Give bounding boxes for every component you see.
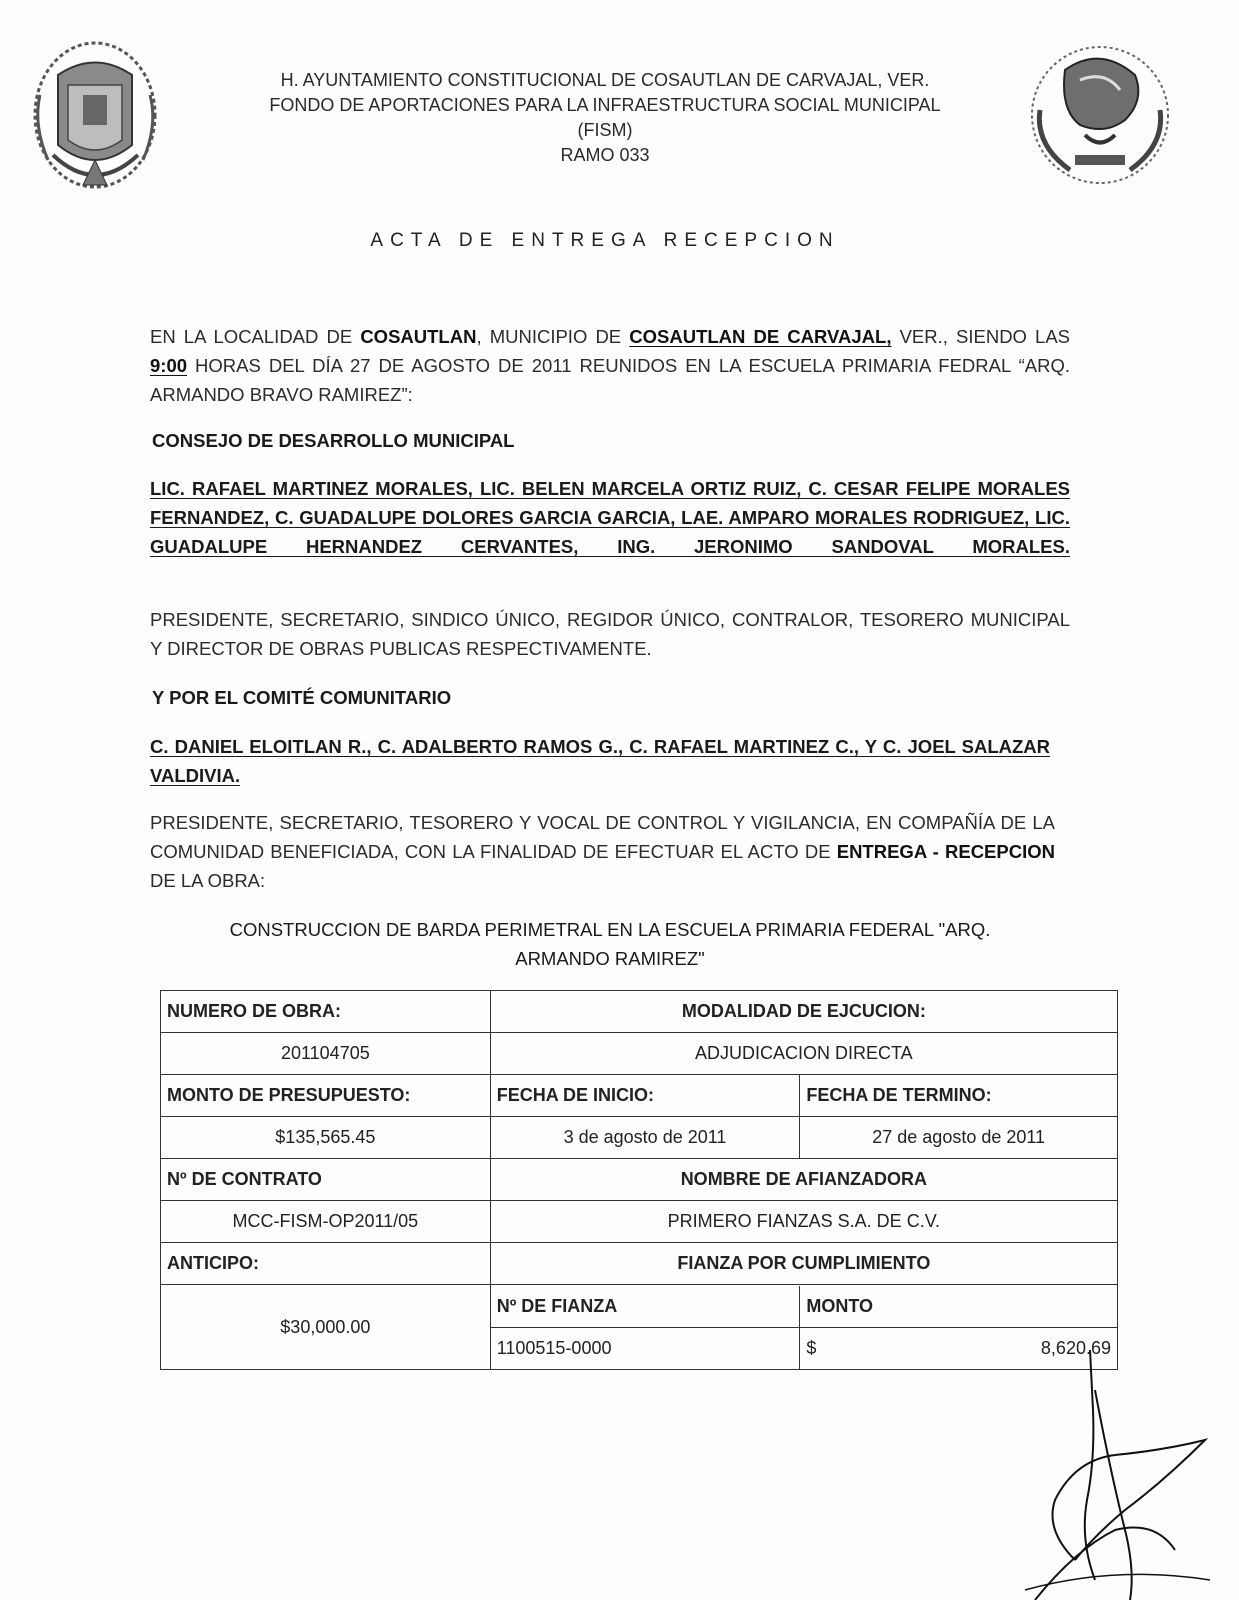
- comite-heading: Y POR EL COMITÉ COMUNITARIO: [152, 687, 452, 708]
- fecha-inicio-value: 3 de agosto de 2011: [490, 1117, 800, 1159]
- fecha-termino-value: 27 de agosto de 2011: [800, 1117, 1118, 1159]
- letterhead-line: RAMO 033: [560, 145, 650, 165]
- modalidad-label: MODALIDAD DE EJCUCION:: [490, 991, 1117, 1033]
- currency-symbol: $: [806, 1337, 817, 1358]
- table-row: [161, 1159, 1118, 1201]
- fecha-inicio-label: FECHA DE INICIO:: [490, 1075, 800, 1117]
- table-row: [161, 991, 1118, 1033]
- modalidad-value: ADJUDICACION DIRECTA: [490, 1033, 1117, 1075]
- signature-icon: [1015, 1350, 1215, 1600]
- anticipo-label: ANTICIPO:: [161, 1243, 491, 1285]
- obra-title-line: ARMANDO RAMIREZ": [515, 948, 705, 969]
- table-row: [161, 1117, 1118, 1159]
- table-row: [161, 1033, 1118, 1075]
- consejo-names: LIC. RAFAEL MARTINEZ MORALES, LIC. BELEN MARCELA ORTIZ RUIZ, C. CESAR FELIPE MORALES FERNANDEZ, C. GUADALUPE DOLORES GARCIA GARCIA, LAE. AMPARO MORALES RODRIGUEZ, LIC. GUADALUPE HERNANDEZ CERVANTES, ING. JERONIMO SANDOVAL MORALES.: [150, 478, 1070, 557]
- monto-fianza-label: MONTO: [800, 1286, 1117, 1328]
- letterhead-line: H. AYUNTAMIENTO CONSTITUCIONAL DE COSAUTLAN DE CARVAJAL, VER.: [280, 70, 930, 90]
- numero-obra-label: NUMERO DE OBRA:: [161, 991, 491, 1033]
- afianzadora-value: PRIMERO FIANZAS S.A. DE C.V.: [490, 1201, 1117, 1243]
- intro-text: EN LA LOCALIDAD DE: [150, 326, 361, 347]
- table-row: [161, 1285, 1118, 1370]
- fecha-termino-label: FECHA DE TERMINO:: [800, 1075, 1118, 1117]
- comite-roles-text: PRESIDENTE, SECRETARIO, TESORERO Y VOCAL DE CONTROL Y VIGILANCIA, EN COMPAÑÍA DE LA COMUNIDAD BENEFICIADA, CON LA FINALIDAD DE EFECTUAR EL ACTO DE: [150, 812, 1055, 862]
- comite-names: C. DANIEL ELOITLAN R., C. ADALBERTO RAMOS G., C. RAFAEL MARTINEZ C., Y C. JOEL SALAZAR VALDIVIA.: [150, 736, 1050, 786]
- numero-obra-value: 201104705: [161, 1033, 491, 1075]
- monto-label: MONTO DE PRESUPUESTO:: [161, 1075, 491, 1117]
- no-fianza-value: 1100515-0000: [491, 1327, 800, 1369]
- letterhead: [200, 68, 1010, 168]
- monto-value: $135,565.45: [161, 1117, 491, 1159]
- document-title: ACTA DE ENTREGA RECEPCION: [370, 230, 840, 251]
- intro-text: , MUNICIPIO DE: [476, 326, 630, 347]
- consejo-roles: PRESIDENTE, SECRETARIO, SINDICO ÚNICO, REGIDOR ÚNICO, CONTRALOR, TESORERO MUNICIPAL Y DIRECTOR DE OBRAS PUBLICAS RESPECTIVAMENTE.: [150, 609, 1070, 659]
- comite-roles: [150, 808, 1055, 895]
- national-seal-icon: [1010, 40, 1185, 190]
- afianzadora-label: NOMBRE DE AFIANZADORA: [490, 1159, 1117, 1201]
- obra-title: [150, 915, 1070, 973]
- comite-roles-text: DE LA OBRA:: [150, 870, 266, 891]
- intro-paragraph: [150, 322, 1070, 409]
- letterhead-line: FONDO DE APORTACIONES PARA LA INFRAESTRUCTURA SOCIAL MUNICIPAL: [269, 95, 941, 115]
- intro-text: VER., SIENDO LAS: [891, 326, 1071, 347]
- no-fianza-label: Nº DE FIANZA: [491, 1286, 800, 1328]
- anticipo-value: $30,000.00: [161, 1285, 491, 1370]
- table-row: [491, 1286, 1117, 1328]
- monto-fianza-value: 8,620.69: [1040, 1337, 1111, 1358]
- municipal-seal-icon: [28, 35, 163, 200]
- localidad-name: COSAUTLAN: [360, 326, 477, 347]
- obra-title-line: CONSTRUCCION DE BARDA PERIMETRAL EN LA ESCUELA PRIMARIA FEDERAL "ARQ.: [229, 919, 991, 940]
- letterhead-line: (FISM): [577, 120, 633, 140]
- consejo-heading: CONSEJO DE DESARROLLO MUNICIPAL: [152, 430, 515, 451]
- contrato-value: MCC-FISM-OP2011/05: [161, 1201, 491, 1243]
- table-row: [161, 1243, 1118, 1285]
- table-row: [161, 1075, 1118, 1117]
- municipio-name: COSAUTLAN DE CARVAJAL,: [629, 326, 892, 347]
- intro-text: HORAS DEL DÍA 27 DE AGOSTO DE 2011 REUNIDOS EN LA ESCUELA PRIMARIA FEDRAL “ARQ. ARMANDO BRAVO RAMIREZ”:: [150, 355, 1070, 405]
- hora-value: 9:00: [150, 355, 188, 376]
- fianza-label: FIANZA POR CUMPLIMIENTO: [490, 1243, 1117, 1285]
- table-row: [161, 1201, 1118, 1243]
- entrega-recepcion-label: ENTREGA - RECEPCION: [836, 841, 1055, 862]
- contrato-label: Nº DE CONTRATO: [161, 1159, 491, 1201]
- obra-details-table: [160, 990, 1118, 1370]
